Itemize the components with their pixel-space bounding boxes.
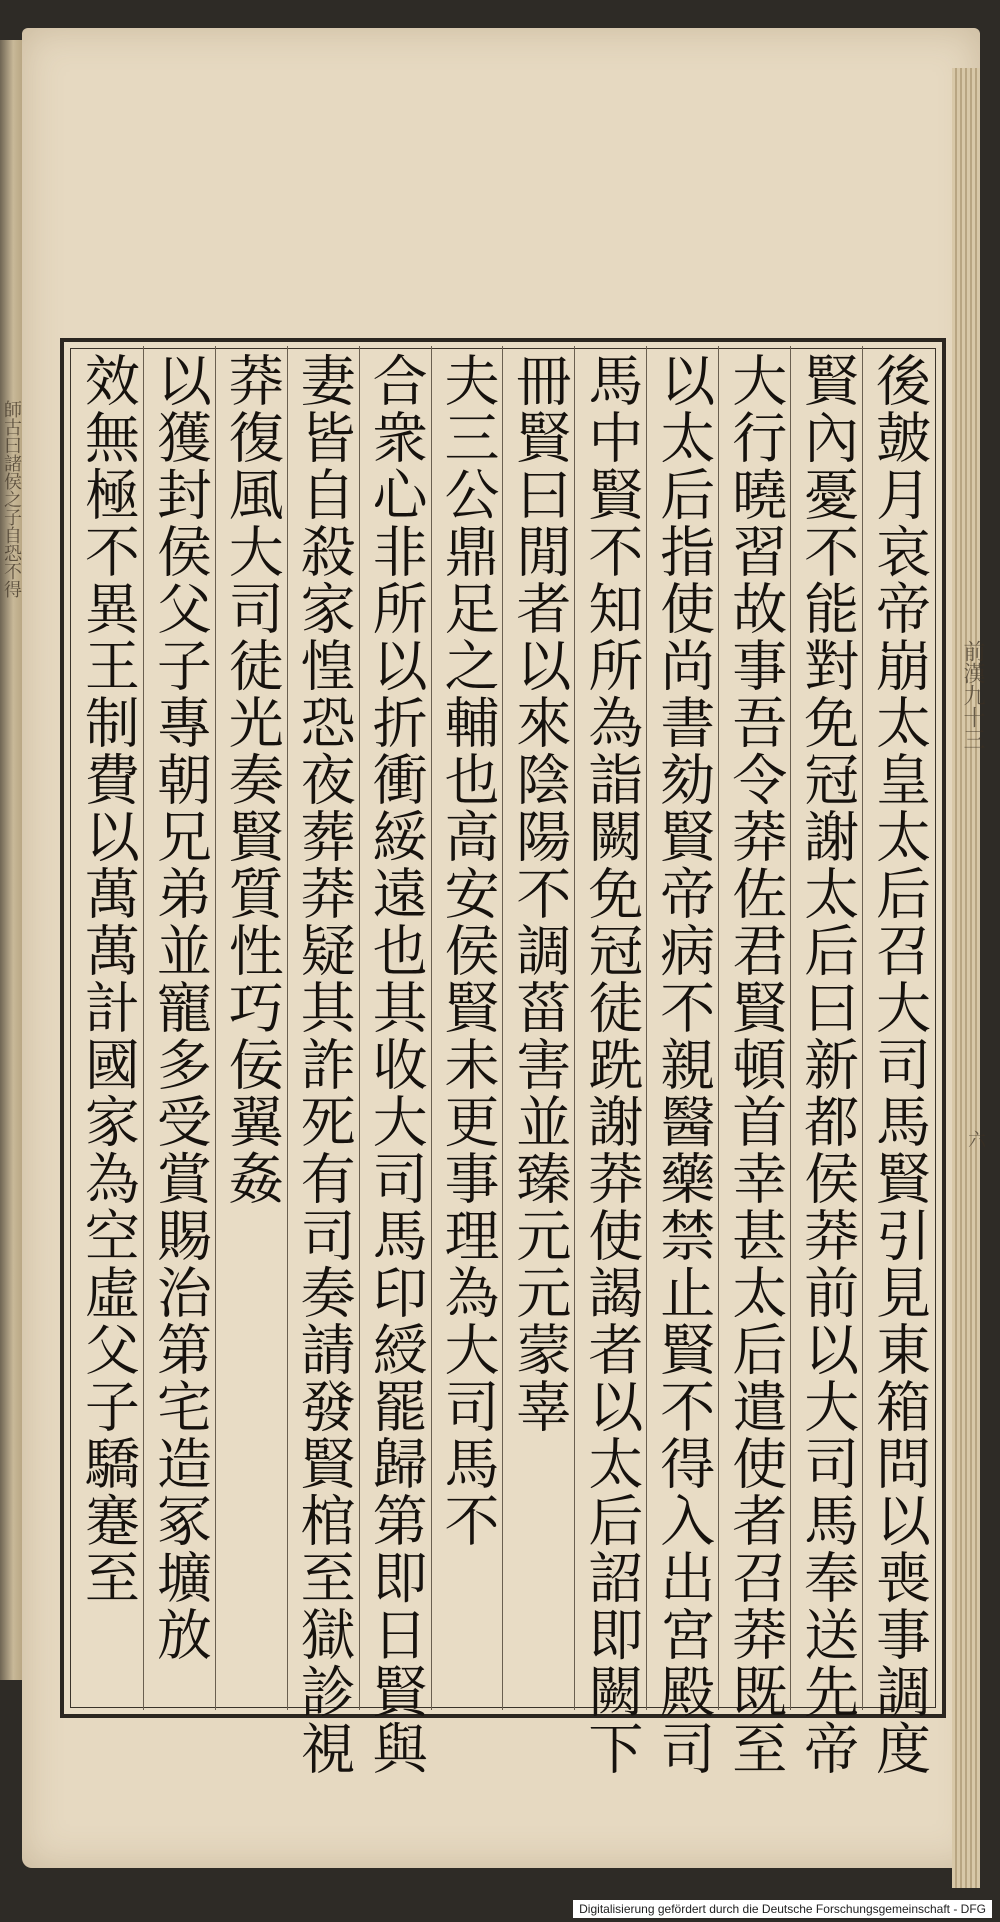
column-11 — [143, 346, 215, 1710]
text-columns — [72, 346, 934, 1777]
column-text: 後皷月哀帝崩太皇太后召大司馬賢引見東箱問以喪事調度 — [867, 352, 932, 1777]
column-2 — [790, 346, 862, 1777]
column-3 — [718, 346, 790, 1777]
chapter-tab: 前漢九十三 — [960, 640, 985, 750]
column-text: 大行曉習故事吾令莽佐君賢頓首幸甚太后遣使者召莽既至 — [723, 352, 788, 1777]
column-text: 賢內憂不能對免冠謝太后曰新都侯莽前以大司馬奉送先帝 — [795, 352, 860, 1777]
column-10 — [215, 346, 287, 1710]
text-frame — [60, 338, 946, 1777]
column-text: 夫三公鼎足之輔也高安侯賢未更事理為大司馬不 — [435, 352, 500, 1549]
column-1 — [862, 346, 934, 1777]
column-8 — [359, 346, 431, 1777]
column-text: 以獲封侯父子專朝兄弟並寵多受賞賜治第宅造冢壙放 — [147, 352, 212, 1663]
column-9 — [287, 346, 359, 1777]
column-text: 莽復風大司徒光奏賢質性巧佞翼姦 — [219, 352, 284, 1207]
column-text: 冊賢曰閒者以來陰陽不調菑害並臻元元蒙辜 — [507, 352, 572, 1435]
previous-page-edge — [0, 40, 24, 1680]
page-stack-edge — [952, 68, 980, 1888]
column-text: 以太后指使尚書劾賢帝病不親醫藥禁止賢不得入出宮殿司 — [651, 352, 716, 1777]
column-text: 合衆心非所以折衝綏遠也其收大司馬印綬罷歸第即日賢與 — [363, 352, 428, 1777]
column-text: 妻皆自殺家惶恐夜葬莽疑其詐死有司奏請發賢棺至獄診視 — [291, 352, 356, 1777]
column-7 — [431, 346, 503, 1710]
column-5 — [574, 346, 646, 1777]
previous-page-text: 師古曰諸侯之子自恐不得 — [1, 400, 22, 598]
digitization-credit: Digitalisierung gefördert durch die Deutsche Forschungsgemeinschaft - DFG — [573, 1900, 992, 1918]
column-text: 效無極不異王制費以萬萬計國家為空虛父子驕蹇至 — [75, 352, 140, 1606]
page-number: 六 — [965, 1130, 986, 1148]
column-4 — [646, 346, 718, 1777]
column-6 — [502, 346, 574, 1710]
column-12 — [72, 346, 143, 1710]
column-text: 馬中賢不知所為詣闕免冠徒跣謝莽使謁者以太后詔即闕下 — [579, 352, 644, 1777]
